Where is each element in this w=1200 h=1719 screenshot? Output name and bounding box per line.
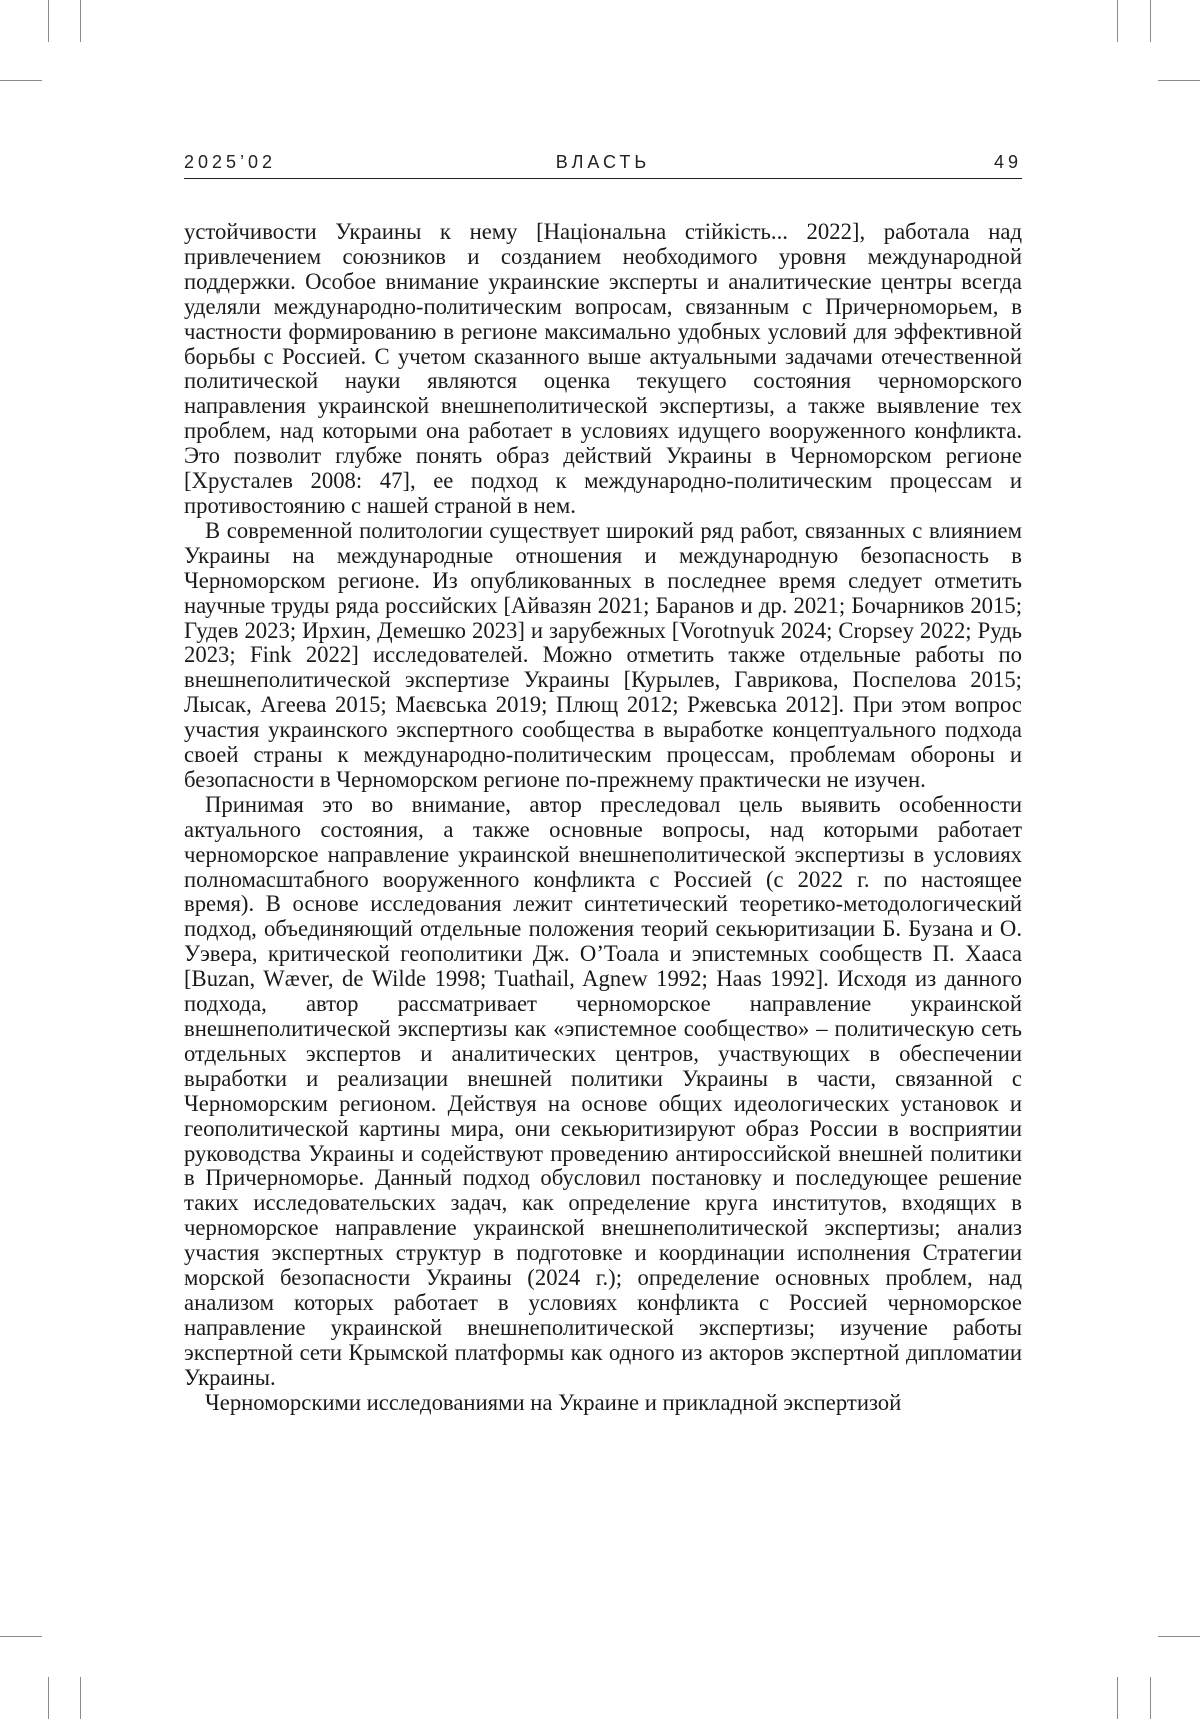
crop-mark: [1150, 1677, 1151, 1719]
crop-mark: [48, 1677, 49, 1719]
paragraph: Принимая это во внимание, автор преследовал цель выявить особенности актуального состояния, а также основные вопросы, над которыми работает черноморское направление украинской внешнеполитической экспертизы в условиях полномасштабного вооруженного конфликта с Россией (с 2022 г. по настоящее время). В основе исследования лежит синтетический теоретико-методологический подход, объединяющий отдельные положения теорий секьюритизации Б. Бузана и О. Уэвера, критической геополитики Дж. О’Тоала и эпистемных сообществ П. Хааса [Buzan, Wæver, de Wilde 1998; Tuathail, Agnew 1992; Haas 1992]. Исходя из данного подхода, автор рассматривает черноморское направление украинской внешнеполитической экспертизы как «эпистемное сообщество» – политическую сеть отдельных экспертов и аналитических центров, участвующих в обеспечении выработки и реализации внешней политики Украины в части, связанной с Черноморским регионом. Действуя на основе общих идеологических установок и геополитической картины мира, они секьюритизируют образ России в восприятии руководства Украины и содействуют проведению антироссийской внешней политики в Причерноморье. Данный подход обусловил постановку и последующее решение таких исследовательских задач, как определение круга институтов, входящих в черноморское направление украинской внешнеполитической экспертизы; анализ участия экспертных структур в подготовке и координации исполнения Стратегии морской безопасности Украины (2024 г.); определение основных проблем, над анализом которых работает в условиях конфликта с Россией черноморское направление украинской внешнеполитической экспертизы; изучение работы экспертной сети Крымской платформы как одного из акторов экспертной дипломатии Украины.: [184, 791, 1022, 1390]
running-header: [184, 152, 1022, 178]
paragraph: В современной политологии существует широкий ряд работ, связанных с влиянием Украины на международные отношения и международную безопасность в Черноморском регионе. Из опубликованных в последнее время следует отметить научные труды ряда российских [Айвазян 2021; Баранов и др. 2021; Бочарников 2015; Гудев 2023; Ирхин, Демешко 2023] и зарубежных [Vorotnyuk 2024; Cropsey 2022; Рудь 2023; Fink 2022] исследователей. Можно отметить также отдельные работы по внешнеполитической экспертизе Украины [Курылев, Гаврикова, Поспелова 2015; Лысак, Агеева 2015; Маєвська 2019; Плющ 2012; Ржевська 2012]. При этом вопрос участия украинского экспертного сообщества в выработке концептуального подхода своей страны к международно-политическим процессам, проблемам обороны и безопасности в Черноморском регионе по-прежнему практически не изучен.: [184, 517, 1022, 792]
crop-mark: [80, 0, 81, 42]
crop-mark: [0, 80, 42, 81]
issue-number: 2025’02: [184, 152, 277, 172]
journal-title: ВЛАСТЬ: [555, 152, 651, 172]
header-rule: [184, 178, 1022, 179]
crop-mark: [1150, 0, 1151, 42]
crop-mark: [1158, 1636, 1200, 1637]
crop-mark: [1117, 0, 1118, 42]
crop-mark: [1158, 80, 1200, 81]
crop-mark: [1117, 1677, 1118, 1719]
paragraph: устойчивости Украины к нему [Національна стійкість... 2022], работала над привлечением союзников и созданием необходимого уровня международной поддержки. Особое внимание украинские эксперты и аналитические центры всегда уделяли международно-политическим вопросам, связанным с Причерноморьем, в частности формированию в регионе максимально удобных условий для эффективной борьбы с Россией. С учетом сказанного выше актуальными задачами отечественной политической науки являются оценка текущего состояния черноморского направления украинской внешнеполитической экспертизы, а также выявление тех проблем, над которыми она работает в условиях идущего вооруженного конфликта. Это позволит глубже понять образ действий Украины в Черноморском регионе [Хрусталев 2008: 47], ее подход к международно-политическим процессам и противостоянию с нашей страной в нем.: [184, 219, 1022, 518]
crop-mark: [48, 0, 49, 42]
paragraph: Черноморскими исследованиями на Украине и прикладной экспертизой: [205, 1389, 902, 1415]
article-body: [184, 220, 1022, 1416]
crop-mark: [0, 1636, 42, 1637]
page-number: 49: [993, 152, 1022, 172]
crop-mark: [80, 1677, 81, 1719]
